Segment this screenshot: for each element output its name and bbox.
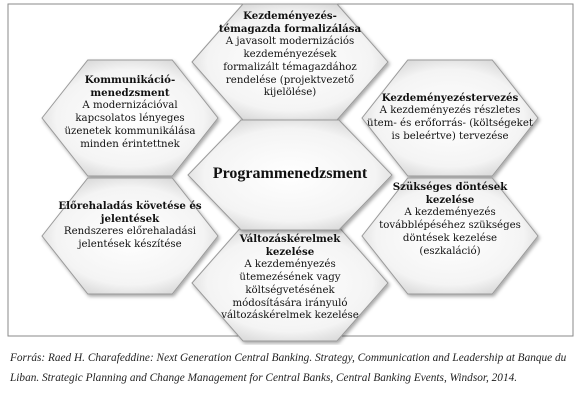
hexagon-body-line: jelentések készítése bbox=[78, 238, 182, 250]
hexagon-body-line: változáskérelmek kezelése bbox=[221, 310, 359, 322]
hexagon-body-line: módosítására irányuló bbox=[232, 297, 348, 309]
hexagon-text-top bbox=[196, 10, 384, 100]
hexagon-body-line: A modernizációval bbox=[82, 99, 178, 111]
hexagon-body-line: A kezdeményezés bbox=[404, 206, 496, 218]
hexagon-body-line: minden érintettnek bbox=[80, 138, 180, 150]
hexagon-text-top-right bbox=[364, 92, 536, 144]
hexagon-body-line: (eszkaláció) bbox=[419, 245, 481, 257]
hexagon-body-line: formalizált témagazdához bbox=[223, 61, 357, 73]
hexagon-title-line: Kezdeményezéstervezés bbox=[381, 92, 519, 104]
hexagon-body-line: ütem- és erőforrás- (költségeket bbox=[367, 117, 533, 129]
hexagon-body-line: is beleértve) tervezése bbox=[391, 130, 509, 142]
hexagon-body-line: döntések kezelése bbox=[402, 232, 498, 244]
hexagon-text-top-left bbox=[44, 74, 216, 151]
hexagon-title-line: menedzsment bbox=[90, 86, 170, 99]
hexagon-title-line: Szükséges döntések bbox=[392, 181, 508, 193]
hexagon-title-line: jelentések bbox=[100, 212, 160, 225]
hexagon-title-line: Kezdeményezés- bbox=[243, 10, 337, 22]
hexagon-title-line: Előrehaladás követése és bbox=[58, 200, 202, 212]
hexagon-body-line: továbblépéséhez szükséges bbox=[379, 219, 521, 231]
hexagon-body-line: üzenetek kommunikálása bbox=[64, 125, 196, 137]
hexagon-title-line: Változáskérelmek bbox=[239, 233, 341, 245]
hexagon-body-line: rendelése (projektvezető bbox=[225, 74, 355, 86]
hexagon-body-line: kijelölése) bbox=[263, 87, 317, 99]
hexagon-title-line: kezelése bbox=[425, 193, 475, 206]
hexagon-title-line: témagazda formalizálása bbox=[218, 22, 362, 35]
hexagon-body-line: ütemezésének vagy bbox=[239, 271, 341, 283]
hexagon-body-line: kapcsolatos lényeges bbox=[75, 112, 185, 124]
hexagon-text-bottom-right bbox=[364, 181, 536, 258]
center-label: Programmenedzsment bbox=[212, 165, 368, 182]
source-note: Forrás: Raed H. Charafeddine: Next Generation Central Banking. Strategy, Communication and Leadership at Banque du Liban. Strategic Planning and Change Management for Central Banks, Central Banking Events, Windsor, 2014. bbox=[10, 352, 567, 384]
hexagon-body-line: A kezdeményezés részletes bbox=[379, 104, 521, 116]
hexagon-title-line: kezelése bbox=[265, 245, 315, 258]
hexagon-body-line: Rendszeres előrehaladási bbox=[63, 225, 197, 237]
hexagon-body-line: költségvetésének bbox=[245, 284, 335, 296]
hexagon-title-line: Kommunikáció- bbox=[84, 74, 176, 86]
hexagon-text-bottom-left bbox=[44, 200, 216, 252]
hexagon-text-bottom bbox=[196, 233, 384, 323]
hexagon-body-line: kezdeményezések bbox=[243, 48, 337, 60]
hexagon-body-line: A kezdeményezés bbox=[244, 258, 336, 270]
hexagon-body-line: A javasolt modernizációs bbox=[225, 35, 355, 47]
